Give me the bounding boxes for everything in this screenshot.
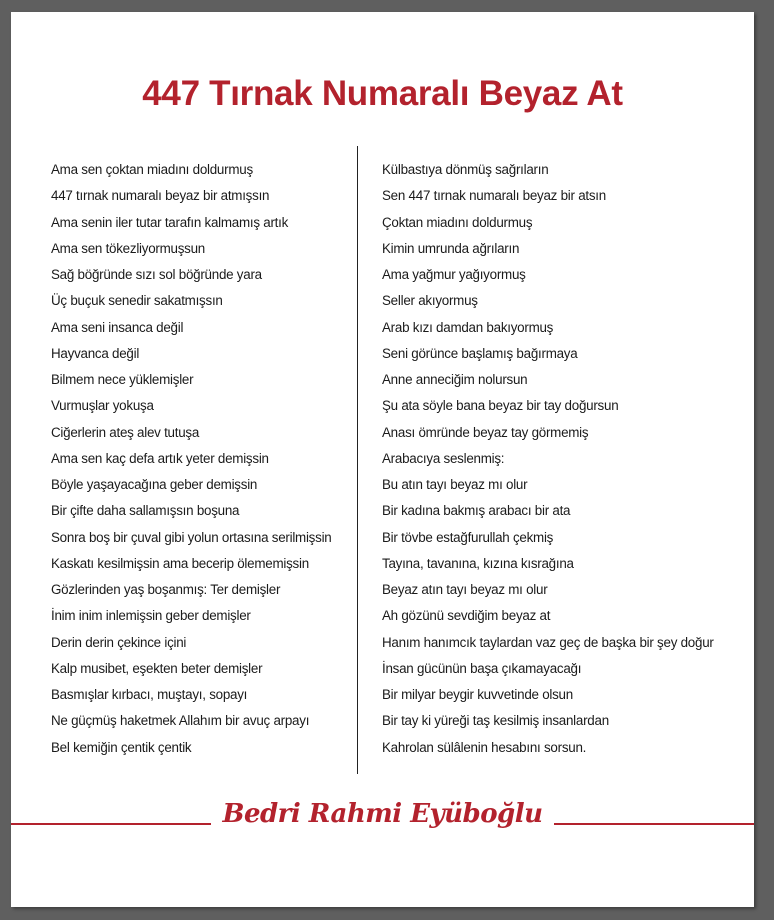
right-stanza-column bbox=[382, 157, 714, 761]
poem-line: Bir çifte daha sallamışsın boşuna bbox=[51, 503, 240, 519]
poem-line: Bir kadına bakmış arabacı bir ata bbox=[382, 503, 571, 519]
poem-line: Hayvanca değil bbox=[51, 345, 140, 361]
poem-line: Seni görünce başlamış bağırmaya bbox=[382, 345, 578, 361]
poem-line: Ah gözünü sevdiğim beyaz at bbox=[382, 608, 551, 624]
poem-line: Bel kemiğin çentik çentik bbox=[51, 739, 192, 755]
poem-line: Böyle yaşayacağına geber demişsin bbox=[51, 477, 258, 492]
signature-rule-right bbox=[554, 823, 754, 825]
poem-line: Külbastıya dönmüş sağrıların bbox=[382, 162, 549, 177]
poem-line: Çoktan miadını doldurmuş bbox=[382, 214, 533, 230]
poem-line: Ama senin iler tutar tarafın kalmamış artık bbox=[51, 214, 289, 230]
column-divider bbox=[357, 146, 358, 774]
signature-rule-left bbox=[11, 823, 211, 825]
poem-line: İnsan gücünün başa çıkamayacağı bbox=[382, 660, 582, 676]
poem-line: Bilmem nece yüklemişler bbox=[51, 372, 194, 387]
poem-line: Kimin umrunda ağrıların bbox=[382, 240, 520, 256]
poem-line: Sağ böğründe sızı sol böğründe yara bbox=[51, 267, 262, 282]
poem-line: Ciğerlerin ateş alev tutuşa bbox=[51, 424, 200, 440]
poem-line: Seller akıyormuş bbox=[382, 293, 478, 309]
poem-line: Sonra boş bir çuval gibi yolun ortasına serilmişsin bbox=[51, 529, 332, 545]
poem-line: Kahrolan sülâlenin hesabını sorsun. bbox=[382, 739, 587, 755]
poem-line: Ama sen kaç defa artık yeter demişsin bbox=[51, 450, 269, 466]
poem-line: Arabacıya seslenmiş: bbox=[382, 450, 505, 466]
poem-line: Beyaz atın tayı beyaz mı olur bbox=[382, 582, 548, 597]
poem-line: Ama yağmur yağıyormuş bbox=[382, 267, 526, 282]
poem-line: Ama sen çoktan miadını doldurmuş bbox=[51, 162, 253, 177]
poem-line: Basmışlar kırbacı, muştayı, sopayı bbox=[51, 687, 248, 702]
poem-line: Üç buçuk senedir sakatmışsın bbox=[51, 293, 223, 309]
poem-line: Şu ata söyle bana beyaz bir tay doğursun bbox=[382, 398, 619, 414]
poem-line: İnim inim inlemişsin geber demişler bbox=[51, 608, 251, 624]
poem-line: Derin derin çekince içini bbox=[51, 634, 187, 650]
poem-line: Vurmuşlar yokuşa bbox=[51, 398, 154, 414]
poem-line: Ama seni insanca değil bbox=[51, 319, 184, 335]
poem-line: Bir tay ki yüreği taş kesilmiş insanlardan bbox=[382, 713, 609, 729]
poem-line: Hanım hanımcık taylardan vaz geç de başka bir şey doğur bbox=[382, 634, 714, 650]
poem-line: Sen 447 tırnak numaralı beyaz bir atsın bbox=[382, 188, 606, 204]
poem-line: Arab kızı damdan bakıyormuş bbox=[382, 319, 554, 335]
poem-line: Tayına, tavanına, kızına kısrağına bbox=[382, 555, 574, 571]
poem-line: Kaskatı kesilmişsin ama becerip ölememişsin bbox=[51, 555, 309, 571]
poem-line: Anası ömründe beyaz tay görmemiş bbox=[382, 424, 589, 440]
poem-line: Bir milyar beygir kuvvetinde olsun bbox=[382, 687, 573, 702]
poem-line: Bir tövbe estağfurullah çekmiş bbox=[382, 529, 554, 545]
poem-line: 447 tırnak numaralı beyaz bir atmışsın bbox=[51, 188, 270, 204]
poem-line: Anne anneciğim nolursun bbox=[382, 372, 528, 387]
left-stanza-column bbox=[51, 157, 332, 761]
poem-title: 447 Tırnak Numaralı Beyaz At bbox=[142, 74, 623, 113]
poem-line: Gözlerinden yaş boşanmış: Ter demişler bbox=[51, 582, 281, 597]
poem-line: Ama sen tökezliyormuşsun bbox=[51, 240, 206, 256]
poem-line: Ne güçmüş haketmek Allahım bir avuç arpayı bbox=[51, 713, 310, 729]
author-signature: Bedri Rahmi Eyüboğlu bbox=[222, 799, 543, 829]
poem-page bbox=[11, 12, 754, 907]
poem-line: Bu atın tayı beyaz mı olur bbox=[382, 477, 528, 492]
poem-line: Kalp musibet, eşekten beter demişler bbox=[51, 660, 263, 676]
